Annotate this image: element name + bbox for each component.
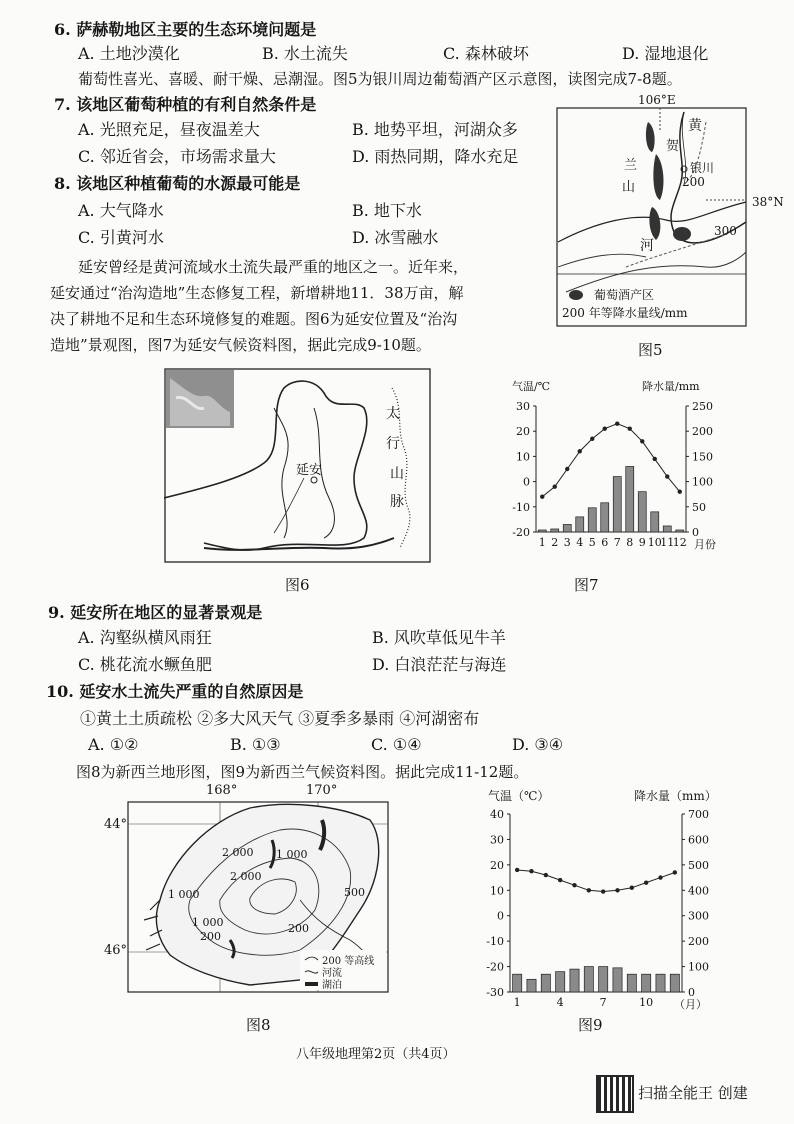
fig8-legend-lake: 湖泊: [322, 980, 342, 991]
fig5-label-300: 300: [714, 224, 737, 238]
fig7-ylabel-right: 降水量/mm: [642, 380, 700, 393]
intro-7-8: 葡萄性喜光、喜暖、耐干燥、忌潮湿。图5为银川周边葡萄酒产区示意图，读图完成7-8题。: [78, 70, 682, 88]
fig9-chart: [470, 780, 720, 1010]
fig7-precip-bar: [613, 477, 621, 532]
fig6-label-mai: 脉: [390, 494, 404, 510]
fig7-chart: [496, 376, 726, 556]
fig9-precip-bar: [670, 974, 679, 992]
fig9-precip-bar: [613, 968, 622, 992]
fig7-temp-point: [628, 426, 632, 430]
fig7-precip-bar: [651, 512, 659, 532]
fig7-temp-tick-label: -10: [512, 500, 530, 514]
fig5-lon-label: 106°E: [638, 93, 676, 107]
fig7-temp-tick-label: 0: [523, 475, 530, 489]
fig5-lat-label: 38°N: [752, 195, 784, 209]
fig5-legend-vineyard-swatch: [569, 290, 583, 300]
fig8-contour-label-5: 1 000: [192, 916, 224, 929]
fig5-legend-isohyet: 200 年等降水量线/mm: [562, 306, 688, 320]
fig9-temp-point: [529, 869, 533, 873]
fig9-precip-tick-label: 600: [688, 833, 709, 847]
fig7-caption: 图7: [574, 576, 599, 594]
fig8-contour-label-6: 200: [200, 930, 221, 943]
fig7-precip-tick-label: 0: [692, 526, 699, 539]
fig8-lon2: 170°: [306, 783, 338, 798]
q8-option-b: B. 地下水: [352, 201, 422, 220]
fig9-x-tick-label: 4: [556, 996, 564, 1009]
q8-option-c: C. 引黄河水: [78, 228, 164, 247]
fig9-caption: 图9: [578, 1016, 603, 1034]
page-footer: 八年级地理第2页（共4页）: [296, 1047, 456, 1062]
fig5-label-yinchuan: 银川: [690, 161, 715, 175]
q7-stem: 7. 该地区葡萄种植的有利自然条件是: [54, 95, 317, 114]
fig9-precip-bar: [656, 974, 665, 992]
fig6-label-yanan: 延安: [296, 463, 323, 478]
fig9-temp-tick-label: 40: [490, 808, 504, 821]
fig9-precip-bar: [642, 974, 651, 992]
q6-option-a: A. 土地沙漠化: [78, 44, 180, 63]
fig7-temp-point: [640, 439, 644, 443]
q7-option-a: A. 光照充足，昼夜温差大: [78, 120, 260, 139]
fig5-label-200: 200: [682, 175, 705, 189]
q10-option-a: A. ①②: [88, 735, 139, 754]
fig9-precip-bar: [599, 967, 608, 992]
fig7-precip-bar: [638, 492, 646, 532]
fig8-contour-label-7: 500: [344, 886, 365, 899]
fig9-temp-point: [587, 888, 591, 892]
fig7-x-tick-label: 12: [672, 536, 687, 549]
q9-option-a: A. 沟壑纵横风雨狂: [78, 628, 212, 647]
fig9-precip-bar: [541, 974, 550, 992]
q10-items: ①黄土土质疏松 ②多大风天气 ③夏季多暴雨 ④河湖密布: [80, 709, 480, 728]
fig8-contour-label-8: 200: [288, 922, 309, 935]
fig9-temp-point: [644, 880, 648, 884]
fig7-xunit: 月份: [694, 538, 716, 551]
q8-option-d: D. 冰雪融水: [352, 228, 439, 247]
fig7-precip-tick-label: 100: [692, 475, 713, 489]
fig5-map: [556, 92, 748, 328]
fig7-x-tick-label: 3: [563, 536, 571, 549]
fig8-contour-label-4: 1 000: [168, 888, 200, 901]
fig9-temp-point: [615, 888, 619, 892]
fig9-temp-tick-label: 0: [497, 909, 504, 923]
fig9-temp-point: [630, 886, 634, 890]
fig5-caption: 图5: [638, 341, 663, 359]
fig7-temp-point: [553, 484, 557, 488]
fig8-contour-label-3: 2 000: [230, 870, 262, 883]
intro-9-10-line-1: 延安曾经是黄河流域水土流失最严重的地区之一。近年来，: [78, 258, 469, 276]
fig8-lat1: 44°: [104, 817, 128, 832]
fig5-legend-vineyard: 葡萄酒产区: [594, 288, 655, 302]
fig9-temp-tick-label: 30: [490, 833, 504, 847]
fig7-x-tick-label: 4: [576, 536, 584, 549]
fig9-temp-point: [601, 889, 605, 893]
fig7-temp-tick-label: 20: [516, 425, 530, 439]
fig8-contour-label-2: 1 000: [276, 848, 308, 861]
fig9-temp-point: [544, 873, 548, 877]
fig8-map: [100, 780, 390, 994]
fig5-label-lan: 兰: [624, 158, 638, 173]
fig9-temp-point: [673, 870, 677, 874]
intro-11-12: 图8为新西兰地形图，图9为新西兰气候资料图。据此完成11-12题。: [76, 763, 529, 781]
fig9-temp-tick-label: 20: [490, 858, 504, 872]
fig9-precip-bar: [513, 974, 522, 992]
qr-code-icon: [596, 1075, 634, 1113]
fig6-label-hang: 行: [386, 436, 400, 452]
fig7-precip-bar: [676, 530, 684, 532]
fig5-label-huang: 黄: [688, 118, 702, 134]
fig7-x-tick-label: 10: [647, 536, 662, 549]
fig9-precip-tick-label: 100: [688, 960, 709, 974]
fig6-label-shan: 山: [390, 466, 404, 482]
fig9-precip-bar: [556, 972, 565, 992]
fig7-temp-point: [615, 421, 619, 425]
fig8-lat2: 46°: [104, 943, 128, 958]
q7-option-b: B. 地势平坦，河湖众多: [352, 120, 518, 139]
q6-stem: 6. 萨赫勒地区主要的生态环境问题是: [54, 20, 317, 39]
fig7-temp-point: [540, 495, 544, 499]
fig8-legend-contour: 200 等高线: [322, 956, 375, 967]
fig7-x-tick-label: 6: [601, 536, 609, 549]
q9-option-b: B. 风吹草低见牛羊: [372, 628, 506, 647]
fig7-ylabel-left: 气温/℃: [512, 380, 551, 393]
fig9-precip-tick-label: 0: [688, 986, 695, 999]
q6-option-c: C. 森林破坏: [443, 44, 529, 63]
fig7-temp-tick-label: -20: [512, 526, 530, 539]
fig5-label-he-river: 河: [640, 238, 654, 254]
fig9-temp-tick-label: -20: [486, 960, 504, 974]
fig8-legend-river: 河流: [322, 968, 342, 979]
q8-option-a: A. 大气降水: [78, 201, 164, 220]
q7-option-c: C. 邻近省会，市场需求量大: [78, 147, 276, 166]
fig7-precip-bar: [576, 517, 584, 532]
fig7-temp-point: [603, 426, 607, 430]
fig9-temp-point: [658, 875, 662, 879]
fig6-caption: 图6: [285, 576, 310, 594]
q6-option-b: B. 水土流失: [262, 44, 348, 63]
fig8-caption: 图8: [246, 1016, 271, 1034]
intro-9-10-line-3: 决了耕地不足和生态环境修复的难题。图6为延安位置及“治沟: [50, 310, 458, 328]
fig5-label-he: 贺: [666, 139, 680, 154]
fig9-precip-bar: [527, 979, 536, 992]
fig7-temp-tick-label: 10: [516, 450, 530, 464]
q10-option-c: C. ①④: [371, 735, 422, 754]
fig7-temp-point: [665, 474, 669, 478]
fig7-precip-tick-label: 200: [692, 425, 713, 439]
fig9-precip-bar: [627, 974, 636, 992]
fig9-x-tick-label: 7: [599, 996, 607, 1009]
intro-9-10-line-4: 造地”景观图，图7为延安气候资料图，据此完成9-10题。: [50, 336, 431, 354]
fig7-temp-line: [542, 424, 680, 497]
fig9-precip-tick-label: 700: [688, 808, 709, 821]
q9-stem: 9. 延安所在地区的显著景观是: [48, 603, 263, 622]
fig7-x-tick-label: 11: [660, 536, 675, 549]
fig7-precip-tick-label: 150: [692, 450, 713, 464]
fig9-precip-bar: [570, 969, 579, 992]
fig9-x-tick-label: 10: [639, 996, 654, 1009]
fig7-x-tick-label: 7: [613, 536, 621, 549]
fig7-x-tick-label: 5: [588, 536, 596, 549]
fig7-precip-bar: [551, 529, 559, 532]
q10-option-b: B. ①③: [230, 735, 281, 754]
q9-option-c: C. 桃花流水鳜鱼肥: [78, 655, 212, 674]
fig7-precip-tick-label: 50: [692, 500, 706, 514]
fig7-x-tick-label: 1: [538, 536, 546, 549]
fig7-precip-bar: [663, 526, 671, 532]
fig7-precip-bar: [626, 466, 634, 532]
fig7-temp-point: [578, 449, 582, 453]
fig8-lon1: 168°: [206, 783, 238, 798]
fig9-precip-tick-label: 400: [688, 884, 709, 898]
fig9-temp-line: [517, 870, 675, 892]
fig7-precip-bar: [563, 524, 571, 532]
fig7-temp-point: [565, 467, 569, 471]
fig9-xunit: （月）: [674, 998, 707, 1010]
q10-stem: 10. 延安水土流失严重的自然原因是: [46, 682, 304, 701]
q10-option-d: D. ③④: [512, 735, 564, 754]
fig7-x-tick-label: 2: [551, 536, 559, 549]
fig9-temp-point: [515, 868, 519, 872]
intro-9-10-line-2: 延安通过“治沟造地”生态修复工程，新增耕地11．38万亩，解: [50, 284, 464, 302]
fig7-x-tick-label: 8: [626, 536, 634, 549]
fig6-map: [164, 368, 432, 564]
q7-option-d: D. 雨热同期，降水充足: [352, 147, 519, 166]
watermark-text: 扫描全能王 创建: [638, 1084, 748, 1102]
fig7-precip-bar: [601, 503, 609, 532]
fig5-label-shan: 山: [622, 180, 636, 195]
fig7-temp-point: [678, 489, 682, 493]
fig9-temp-tick-label: -10: [486, 935, 504, 949]
q9-option-d: D. 白浪茫茫与海连: [372, 655, 507, 674]
fig7-temp-tick-label: 30: [516, 400, 530, 413]
fig9-temp-point: [572, 883, 576, 887]
fig7-precip-tick-label: 250: [692, 400, 713, 413]
fig9-temp-point: [558, 878, 562, 882]
fig6-label-tai: 太: [386, 406, 400, 422]
fig9-x-tick-label: 1: [513, 996, 521, 1009]
fig7-precip-bar: [538, 530, 546, 532]
fig9-temp-tick-label: -30: [486, 986, 504, 999]
fig9-ylabel-right: 降水量（mm）: [634, 789, 717, 803]
fig9-ylabel-left: 气温（℃）: [488, 789, 550, 803]
fig9-precip-tick-label: 500: [688, 858, 709, 872]
fig9-precip-tick-label: 200: [688, 935, 709, 949]
fig8-contour-label-1: 2 000: [222, 846, 254, 859]
fig9-precip-bar: [584, 967, 593, 992]
fig7-temp-point: [653, 457, 657, 461]
fig9-temp-tick-label: 10: [490, 884, 504, 898]
q6-option-d: D. 湿地退化: [622, 44, 709, 63]
fig7-precip-bar: [588, 508, 596, 532]
q8-stem: 8. 该地区种植葡萄的水源最可能是: [54, 174, 301, 193]
fig7-temp-point: [590, 437, 594, 441]
fig9-precip-tick-label: 300: [688, 909, 709, 923]
fig7-x-tick-label: 9: [638, 536, 646, 549]
